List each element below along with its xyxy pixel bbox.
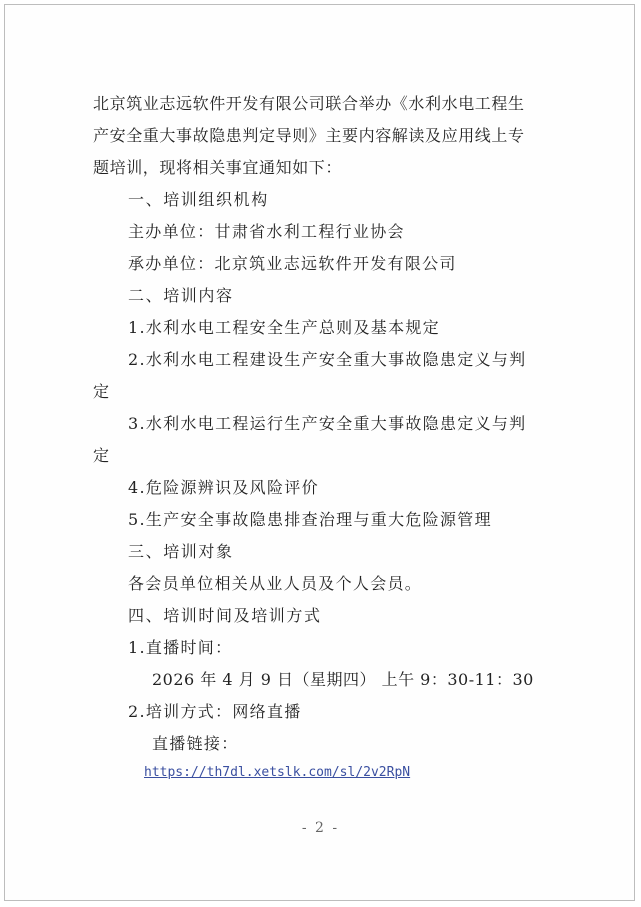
broadcast-link-label: 直播链接：	[152, 734, 239, 753]
content-item-5: 5.生产安全事故隐患排查治理与重大危险源管理	[128, 510, 492, 529]
intro-line-2: 产安全重大事故隐患判定导则》主要内容解读及应用线上专	[93, 126, 525, 145]
content-item-2-continued: 定	[93, 382, 111, 401]
section-3-heading: 三、培训对象	[128, 542, 234, 561]
training-method: 2.培训方式：网络直播	[128, 702, 302, 721]
content-item-3-continued: 定	[93, 446, 111, 465]
organizer-value: 北京筑业志远软件开发有限公司	[214, 254, 457, 273]
host-label: 主办单位：	[128, 222, 215, 241]
host-row	[128, 222, 405, 242]
page-number: - 2 -	[301, 820, 340, 836]
broadcast-time-value: 2026 年 4 月 9 日（星期四） 上午 9：30-11：30	[152, 670, 534, 689]
content-item-3: 3.水利水电工程运行生产安全重大事故隐患定义与判	[128, 414, 527, 433]
organizer-row	[128, 254, 457, 274]
broadcast-link[interactable]: https://th7dl.xetslk.com/sl/2v2RpN	[144, 765, 411, 780]
intro-line-3: 题培训，现将相关事宜通知如下：	[93, 158, 343, 177]
organizer-label: 承办单位：	[128, 254, 215, 273]
intro-line-1: 北京筑业志远软件开发有限公司联合举办《水利水电工程生	[93, 94, 525, 113]
section-2-heading: 二、培训内容	[128, 286, 234, 305]
content-item-2: 2.水利水电工程建设生产安全重大事故隐患定义与判	[128, 350, 527, 369]
host-value: 甘肃省水利工程行业协会	[214, 222, 405, 241]
section-1-heading: 一、培训组织机构	[128, 190, 269, 209]
content-item-4: 4.危险源辨识及风险评价	[128, 478, 319, 497]
broadcast-time-label: 1.直播时间：	[128, 638, 233, 657]
content-item-1: 1.水利水电工程安全生产总则及基本规定	[128, 318, 440, 337]
section-4-heading: 四、培训时间及培训方式	[128, 606, 322, 625]
audience-text: 各会员单位相关从业人员及个人会员。	[128, 574, 423, 593]
